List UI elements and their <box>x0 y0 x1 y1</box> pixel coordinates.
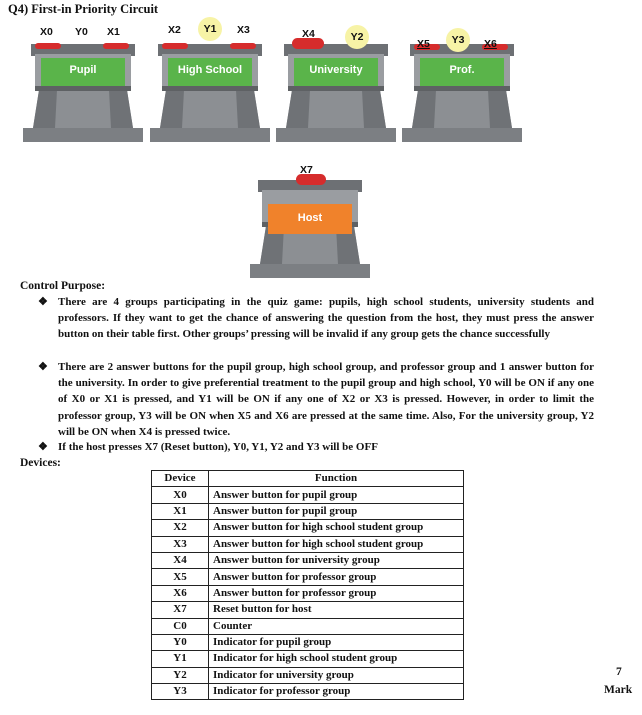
function-cell: Answer button for pupil group <box>209 487 464 503</box>
function-cell: Indicator for professor group <box>209 684 464 700</box>
bullet-1-text: There are 4 groups participating in the quiz game: pupils, high school students, university students and professors. If they want to get the chance of answering the question from the host, they must press the answer button on their table first. Other groups’ pressing will be invalid if any group gets the chance successfully <box>58 296 594 341</box>
podium-university-graphic <box>270 40 402 142</box>
device-cell: X3 <box>152 536 209 552</box>
device-cell: Y3 <box>152 684 209 700</box>
table-row <box>152 651 464 667</box>
column-header-function: Function <box>209 471 464 487</box>
x4-label: X4 <box>302 28 315 40</box>
function-cell: Answer button for professor group <box>209 569 464 585</box>
marks-value: 7 <box>616 666 622 678</box>
podium-pupil-label: Pupil <box>69 64 97 76</box>
device-cell: Y0 <box>152 634 209 650</box>
x2-label: X2 <box>168 24 181 36</box>
x3-button[interactable] <box>230 43 256 49</box>
bullet-2 <box>38 359 594 440</box>
table-row <box>152 552 464 568</box>
table-row <box>152 569 464 585</box>
podium-professor-label: Prof. <box>449 64 475 76</box>
podium-host <box>244 176 376 278</box>
table-row <box>152 667 464 683</box>
table-row <box>152 536 464 552</box>
function-cell: Indicator for university group <box>209 667 464 683</box>
y2-bulb: Y2 <box>345 25 369 49</box>
y0-label: Y0 <box>75 26 88 38</box>
device-cell: C0 <box>152 618 209 634</box>
x2-button[interactable] <box>162 43 188 49</box>
x5-label: X5 <box>417 38 430 50</box>
podium-professor-graphic <box>396 40 528 142</box>
device-cell: X2 <box>152 520 209 536</box>
table-row <box>152 520 464 536</box>
podium-host-label: Host <box>297 212 323 224</box>
x0-button[interactable] <box>35 43 61 49</box>
bullet-diamond-icon: ❖ <box>38 361 48 373</box>
devices-table <box>151 470 464 700</box>
function-cell: Reset button for host <box>209 602 464 618</box>
x3-label: X3 <box>237 24 250 36</box>
function-cell: Indicator for pupil group <box>209 634 464 650</box>
table-row <box>152 487 464 503</box>
bullet-diamond-icon: ❖ <box>38 296 48 308</box>
table-row <box>152 602 464 618</box>
table-header-row <box>152 471 464 487</box>
device-cell: X6 <box>152 585 209 601</box>
function-cell: Counter <box>209 618 464 634</box>
bullet-2-text: There are 2 answer buttons for the pupil group, high school group, and professor group and 1 answer button for the university. In order to give preferential treatment to the pupil group and high school, Y0 will be ON if any one of X0 or X1 is pressed, and Y1 will be ON if any one of X2 or X3 is pressed. However, in order to limit the professor group, Y3 will be ON when X5 and X6 are pressed at the same time. Also, For the university group, Y2 will be ON when X4 is pressed twice. <box>58 361 594 438</box>
bullet-3-text: If the host presses X7 (Reset button), Y0, Y1, Y2 and Y3 will be OFF <box>58 441 378 453</box>
function-cell: Indicator for high school student group <box>209 651 464 667</box>
table-row <box>152 618 464 634</box>
podium-pupil-graphic <box>17 40 149 142</box>
x6-label: X6 <box>484 38 497 50</box>
device-cell: Y2 <box>152 667 209 683</box>
function-cell: Answer button for high school student group <box>209 520 464 536</box>
device-cell: X5 <box>152 569 209 585</box>
function-cell: Answer button for university group <box>209 552 464 568</box>
device-cell: Y1 <box>152 651 209 667</box>
device-cell: X0 <box>152 487 209 503</box>
column-header-device: Device <box>152 471 209 487</box>
x1-label: X1 <box>107 26 120 38</box>
function-cell: Answer button for pupil group <box>209 503 464 519</box>
table-row <box>152 684 464 700</box>
devices-heading: Devices: <box>20 457 61 469</box>
podium-high-school-label: High School <box>177 64 243 76</box>
table-row <box>152 585 464 601</box>
podium-high-school-graphic <box>144 40 276 142</box>
podium-university-label: University <box>309 64 363 76</box>
marks-label: Mark <box>604 684 633 696</box>
x0-label: X0 <box>40 26 53 38</box>
y3-bulb: Y3 <box>446 28 470 52</box>
podium-university <box>270 40 402 142</box>
device-cell: X4 <box>152 552 209 568</box>
device-cell: X7 <box>152 602 209 618</box>
x7-label: X7 <box>300 164 313 176</box>
function-cell: Answer button for professor group <box>209 585 464 601</box>
y1-bulb: Y1 <box>198 17 222 41</box>
podium-professor <box>396 40 528 142</box>
bullet-1 <box>38 294 594 343</box>
bullet-diamond-icon: ❖ <box>38 441 48 453</box>
question-title: Q4) First-in Priority Circuit <box>8 2 159 16</box>
control-purpose-heading: Control Purpose: <box>20 280 106 292</box>
podium-high-school <box>144 40 276 142</box>
podium-pupil <box>17 40 149 142</box>
table-row <box>152 634 464 650</box>
x1-button[interactable] <box>103 43 129 49</box>
device-cell: X1 <box>152 503 209 519</box>
function-cell: Answer button for high school student group <box>209 536 464 552</box>
bullet-3 <box>38 439 594 455</box>
table-row <box>152 503 464 519</box>
